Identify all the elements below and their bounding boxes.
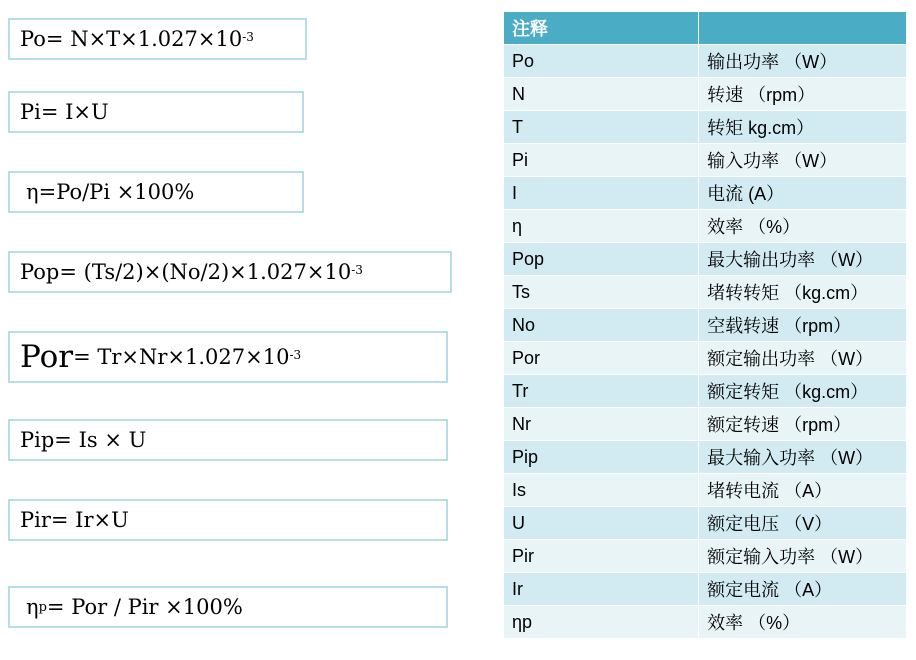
legend-symbol: Ts — [504, 276, 699, 309]
legend-description: 堵转转矩 （kg.cm） — [699, 276, 907, 309]
legend-symbol: η — [504, 210, 699, 243]
legend-row — [504, 111, 907, 144]
legend-symbol: Pi — [504, 144, 699, 177]
formula-pop: Pop = (Ts/2)×(No/2)×1.027×10 $^{-3}$ — [8, 251, 452, 293]
legend-description: 转速 （rpm） — [699, 78, 907, 111]
formula-rhs: = (Ts/2)×(No/2)×1.027×10 — [59, 260, 352, 284]
legend-description: 输入功率 （W） — [699, 144, 907, 177]
legend-row — [504, 177, 907, 210]
legend-description: 最大输入功率 （W） — [699, 441, 907, 474]
formula-pi — [8, 91, 304, 133]
formula-pip — [8, 419, 448, 461]
legend-row — [504, 45, 907, 78]
legend-row — [504, 309, 907, 342]
legend-symbol: Pir — [504, 540, 699, 573]
legend-description: 额定转速 （rpm） — [699, 408, 907, 441]
formula-rhs: = I×U — [40, 100, 109, 124]
legend-symbol: N — [504, 78, 699, 111]
legend-symbol: Pop — [504, 243, 699, 276]
formula-rhs: = Ir×U — [50, 508, 129, 532]
formula-eta-p — [8, 586, 448, 628]
legend-row — [504, 243, 907, 276]
legend-body — [504, 45, 907, 639]
legend-row — [504, 144, 907, 177]
legend-row — [504, 342, 907, 375]
legend-symbol: ηp — [504, 606, 699, 639]
formula-lhs: Por — [20, 339, 74, 375]
formula-lhs: η — [26, 595, 39, 619]
legend-description: 效率 （%） — [699, 606, 907, 639]
legend-row — [504, 276, 907, 309]
legend-description: 额定电压 （V） — [699, 507, 907, 540]
legend-symbol: Nr — [504, 408, 699, 441]
legend-header-cell: 注释 — [504, 12, 699, 45]
legend-row — [504, 507, 907, 540]
legend-symbol: Pip — [504, 441, 699, 474]
legend-row — [504, 210, 907, 243]
legend-symbol: U — [504, 507, 699, 540]
legend-description: 额定输出功率 （W） — [699, 342, 907, 375]
legend-symbol: Is — [504, 474, 699, 507]
legend-symbol: I — [504, 177, 699, 210]
formula-po: Po = N×T×1.027×10 $^{-3}$ — [8, 18, 307, 60]
legend-symbol: Por — [504, 342, 699, 375]
legend-symbol: T — [504, 111, 699, 144]
legend-description: 额定电流 （A） — [699, 573, 907, 606]
formula-pir — [8, 499, 448, 541]
legend-table — [503, 11, 907, 639]
legend-symbol: Po — [504, 45, 699, 78]
legend-row — [504, 606, 907, 639]
formula-rhs: = Por / Pir ×100% — [46, 595, 243, 619]
legend-row — [504, 540, 907, 573]
legend-description: 输出功率 （W） — [699, 45, 907, 78]
legend-description: 电流 (A） — [699, 177, 907, 210]
legend-header-row — [504, 12, 907, 45]
legend-description: 空载转速 （rpm） — [699, 309, 907, 342]
legend-header-cell — [699, 12, 907, 45]
legend-symbol: Ir — [504, 573, 699, 606]
formula-por: Por = Tr×Nr×1.027×10 $^{-3}$ — [8, 331, 448, 383]
legend-row — [504, 375, 907, 408]
formula-eta — [8, 171, 304, 213]
legend-description: 转矩 kg.cm） — [699, 111, 907, 144]
legend-description: 效率 （%） — [699, 210, 907, 243]
legend-row — [504, 474, 907, 507]
legend-description: 最大输出功率 （W） — [699, 243, 907, 276]
legend-description: 堵转电流 （A） — [699, 474, 907, 507]
formula-rhs: =Po/Pi ×100% — [38, 180, 195, 204]
formula-rhs: = Is × U — [54, 428, 147, 452]
legend-description: 额定输入功率 （W） — [699, 540, 907, 573]
formula-lhs: Pi — [20, 100, 41, 124]
legend-row — [504, 573, 907, 606]
formula-lhs: Po — [20, 27, 46, 51]
formula-lhs: η — [26, 180, 39, 204]
legend-row — [504, 441, 907, 474]
formula-rhs: = N×T×1.027×10 — [45, 27, 243, 51]
formula-lhs: Pip — [20, 428, 55, 452]
legend-symbol: No — [504, 309, 699, 342]
formula-lhs: Pir — [20, 508, 51, 532]
formula-lhs: Pop — [20, 260, 60, 284]
legend-row — [504, 78, 907, 111]
legend-row — [504, 408, 907, 441]
legend-description: 额定转矩 （kg.cm） — [699, 375, 907, 408]
formula-rhs: = Tr×Nr×1.027×10 — [73, 345, 290, 369]
formula-subscript: p — [38, 599, 47, 615]
legend-symbol: Tr — [504, 375, 699, 408]
